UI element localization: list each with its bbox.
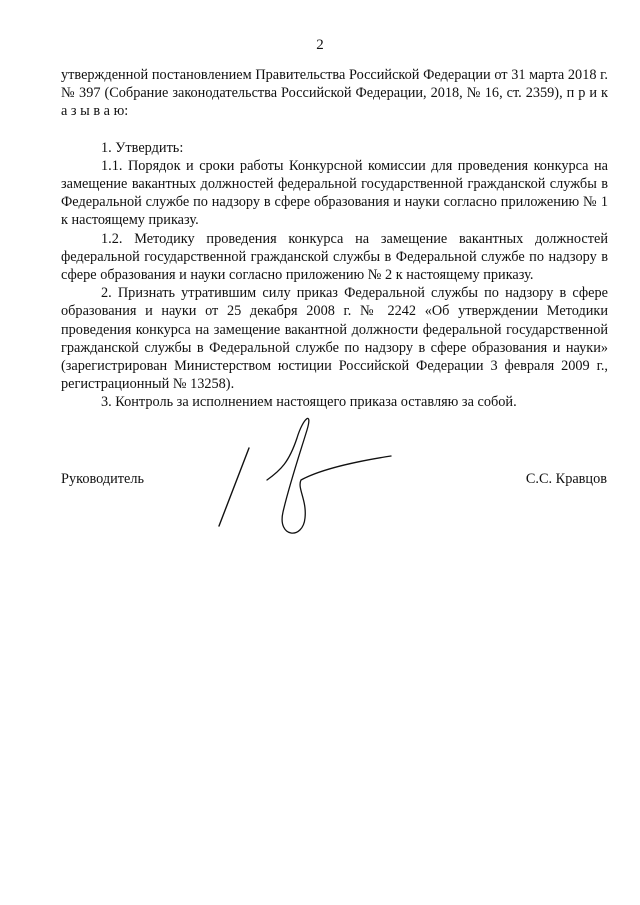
- clause-2-paragraph: 2. Признать утратившим силу приказ Федеральной службы по надзору в сфере образования и науки от 25 декабря 2008 г. № 2242 «Об утверждении Методики проведения конкурса на замещение вакантной должности федеральной государственной гражданской службы в Федеральной службе по надзору в сфере образования и науки» (зарегистрирован Министерством юстиции Российской Федерации 3 февраля 2009 г., регистрационный № 13258).: [61, 285, 608, 393]
- clause-1-heading: 1. Утвердить:: [101, 139, 184, 156]
- intro-paragraph: утвержденной постановлением Правительства Российской Федерации от 31 марта 2018 г. № 397 (Собрание законодательства Российской Федерации, 2018, № 16, ст. 2359), п р и к а з ы в а ю:: [61, 67, 608, 120]
- signature-role: Руководитель: [61, 471, 145, 487]
- document-body: [61, 66, 608, 412]
- clause-3-paragraph: 3. Контроль за исполнением настоящего приказа оставляю за собой.: [101, 394, 517, 411]
- handwritten-signature: [205, 408, 405, 548]
- clause-1-2-paragraph: 1.2. Методику проведения конкурса на замещение вакантных должностей федеральной государственной гражданской службы в Федеральной службе по надзору в сфере образования и науки согласно приложению № 2 к настоящему приказу.: [61, 230, 608, 284]
- clause-1-1-paragraph: 1.1. Порядок и сроки работы Конкурсной комиссии для проведения конкурса на замещение вакантных должностей федеральной государственной гражданской службы в Федеральной службе по надзору в сфере образования и науки согласно приложению № 1 к настоящему приказу.: [61, 157, 608, 229]
- signature-name: С.С. Кравцов: [525, 471, 607, 487]
- page-number: 2: [316, 37, 324, 53]
